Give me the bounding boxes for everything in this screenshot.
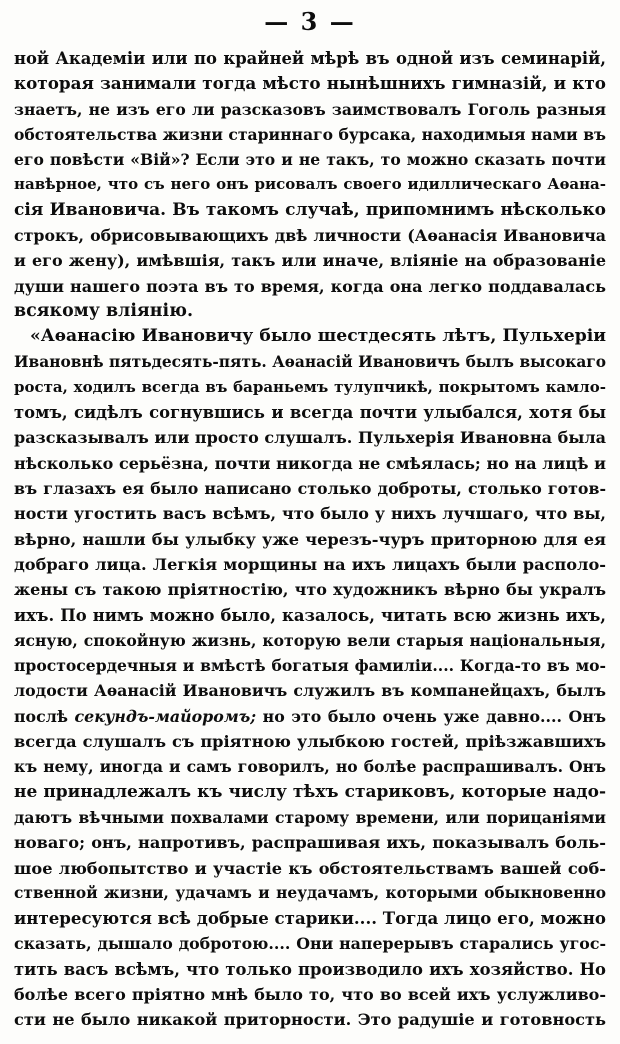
text-line: души нашего поэта въ то время, когда она легко поддавалась [14, 276, 606, 296]
text-line: сказать, дышало добротою.... Они наперерывъ старались угос- [14, 934, 606, 954]
text-line: шое любопытство и участіе къ обстоятельствамъ вашей соб- [14, 858, 606, 878]
text-line: его повѣсти «Вій»? Если это и не такъ, то можно сказать почти [14, 150, 606, 170]
text-line: ственной жизни, удачамъ и неудачамъ, которыми обыкновенно [14, 883, 606, 902]
body-text [14, 46, 606, 1033]
text-line: «Аѳанасію Ивановичу было шестдесять лѣтъ, Пульхеріи [30, 326, 606, 347]
text-line: не принадлежалъ къ числу тѣхъ стариковъ, которые надо- [14, 781, 606, 802]
page-number: — 3 — [264, 7, 356, 36]
text-line: разсказывалъ или просто слушалъ. Пульхерія Ивановна была [14, 428, 606, 448]
text-line: жены съ такою пріятностію, что художникъ вѣрно бы укралъ [14, 580, 606, 600]
text-line: всегда слушалъ съ пріятною улыбкою гостей, пріѣзжавшихъ [14, 732, 606, 752]
text-line: которая занимали тогда мѣсто нынѣшнихъ гимназій, и кто [14, 73, 606, 94]
text-line: новаго; онъ, напротивъ, распрашивая ихъ, показывалъ боль- [14, 833, 606, 853]
text-line: навѣрное, что съ него онъ рисовалъ своего идиллическаго Аѳана- [14, 175, 606, 194]
text-line: знаетъ, не изъ его ли разсказовъ заимствовалъ Гоголь разныя [14, 99, 606, 119]
text-line: всякому вліянію. [14, 300, 193, 321]
text-line: ности угостить васъ всѣмъ, что было у нихъ лучшаго, что вы, [14, 504, 606, 524]
italic-phrase: секундъ-майоромъ; [74, 706, 257, 726]
text-line: интересуются всѣ добрые старики.... Тогда лицо его, можно [14, 908, 606, 929]
text-line: въ глазахъ ея было написано столько доброты, столько готов- [14, 479, 606, 499]
text-line: роста, ходилъ всегда въ бараньемъ тулупчикѣ, покрытомъ камло- [14, 377, 606, 396]
text-line: сія Ивановича. Въ такомъ случаѣ, припомнимъ нѣсколько [14, 199, 606, 220]
text-line: простосердечныя и вмѣстѣ богатыя фамиліи.... Когда-то въ мо- [14, 656, 606, 676]
text-line: болѣе всего пріятно мнѣ было то, что во всей ихъ услужливо- [14, 984, 606, 1004]
text-line: обстоятельства жизни стариннаго бурсака, находимыя нами въ [14, 124, 606, 144]
text-line: ной Академіи или по крайней мѣрѣ въ одной изъ семинарій, [14, 49, 606, 68]
text-line: сти не было никакой приторности. Это радушіе и готовность [14, 1010, 606, 1030]
text-segment: послѣ [14, 706, 75, 726]
text-line: ихъ. По нимъ можно было, казалось, читать всю жизнь ихъ, [14, 605, 606, 625]
text-line: Ивановнѣ пятьдесять-пять. Аѳанасій Ивановичъ былъ высокаго [14, 352, 606, 371]
text-line: строкъ, обрисовывающихъ двѣ личности (Аѳанасія Ивановича [14, 226, 606, 246]
text-line: тить васъ всѣмъ, что только производило ихъ хозяйство. Но [14, 959, 606, 979]
text-line: даютъ вѣчными похвалами старому времени, или порицаніями [14, 807, 606, 827]
text-line: вѣрно, нашли бы улыбку уже черезъ-чуръ приторною для ея [14, 529, 606, 549]
text-line: добраго лица. Легкія морщины на ихъ лицахъ были располо- [14, 554, 606, 574]
text-line-with-italic [14, 704, 606, 729]
text-line: и его жену), имѣвшія, такъ или иначе, вліяніе на образованіе [14, 251, 606, 271]
text-line: томъ, сидѣлъ согнувшись и всегда почти улыбался, хотя бы [14, 403, 606, 423]
text-line: ясную, спокойную жизнь, которую вели старыя національныя, [14, 630, 606, 650]
text-line: нѣсколько серьёзна, почти никогда не смѣялась; но на лицѣ и [14, 453, 606, 473]
text-line: къ нему, иногда и самъ говорилъ, но болѣе распрашивалъ. Онъ [14, 757, 606, 777]
text-segment: но это было очень уже давно.... Онъ [256, 706, 606, 726]
text-line: лодости Аѳанасій Ивановичъ служилъ въ компанейцахъ, былъ [14, 681, 606, 701]
